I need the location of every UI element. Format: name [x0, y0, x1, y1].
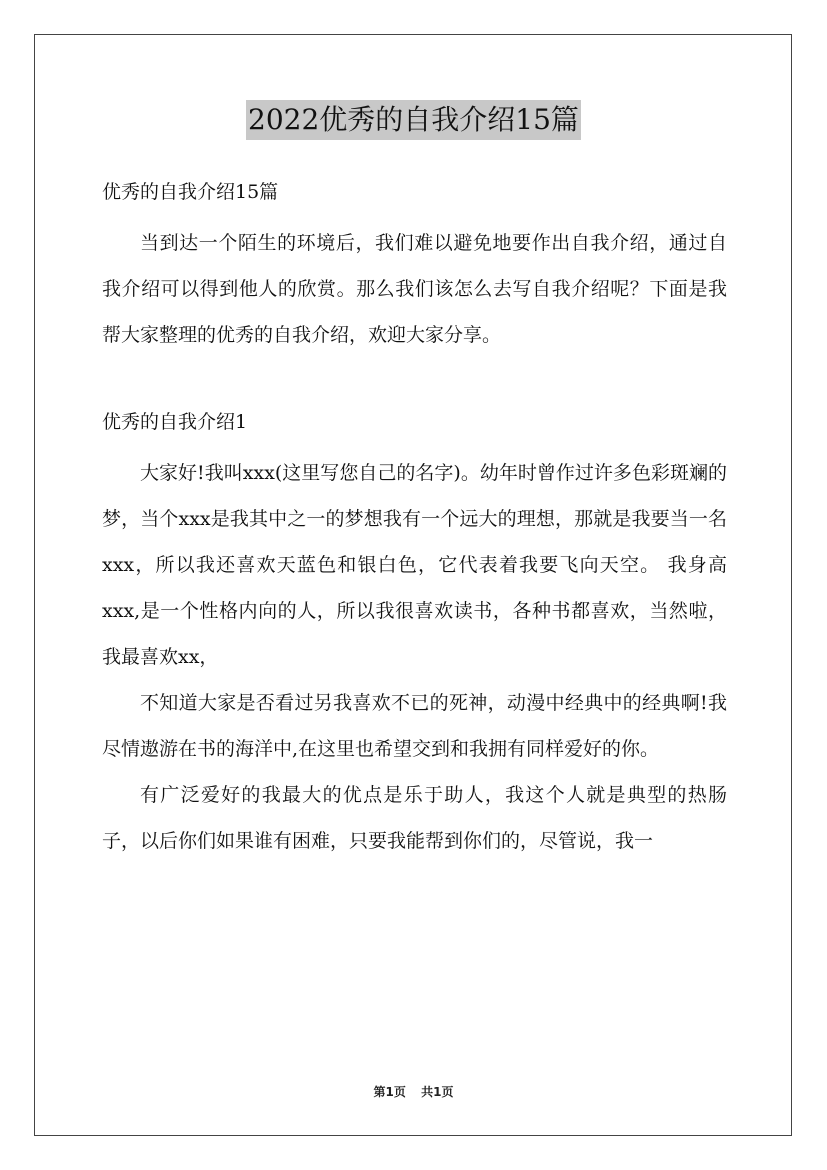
document-body [102, 174, 727, 864]
intro-paragraph: 当到达一个陌生的环境后，我们难以避免地要作出自我介绍，通过自我介绍可以得到他人的欣赏。那么我们该怎么去写自我介绍呢？下面是我帮大家整理的优秀的自我介绍，欢迎大家分享。 [102, 232, 727, 346]
footer-separator [410, 1085, 418, 1099]
page-footer [0, 1083, 827, 1101]
spacer [102, 440, 727, 450]
intro-heading: 优秀的自我介绍15篇 [102, 181, 279, 203]
spacer [102, 358, 727, 404]
spacer [102, 210, 727, 220]
section1-paragraph-1: 大家好!我叫xxx(这里写您自己的名字)。幼年时曾作过许多色彩斑斓的梦，当个xxx是我其中之一的梦想我有一个远大的理想，那就是我要当一名xxx，所以我还喜欢天蓝色和银白色，它代表着我要飞向天空。 我身高xxx,是一个性格内向的人，所以我很喜欢读书，各种书都喜欢，当然啦，我最喜欢xx， [102, 462, 727, 668]
page-number: 第1页 [373, 1085, 406, 1099]
document-title: 2022优秀的自我介绍15篇 [246, 100, 581, 140]
section1-heading: 优秀的自我介绍1 [102, 411, 248, 433]
section1-paragraph-3: 有广泛爱好的我最大的优点是乐于助人，我这个人就是典型的热肠子，以后你们如果谁有困难，只要我能帮到你们的，尽管说，我一 [102, 784, 727, 852]
title-container [0, 100, 827, 140]
section1-paragraph-2: 不知道大家是否看过另我喜欢不已的死神，动漫中经典中的经典啊!我尽情遨游在书的海洋中,在这里也希望交到和我拥有同样爱好的你。 [102, 692, 727, 760]
total-pages: 共1页 [421, 1085, 454, 1099]
